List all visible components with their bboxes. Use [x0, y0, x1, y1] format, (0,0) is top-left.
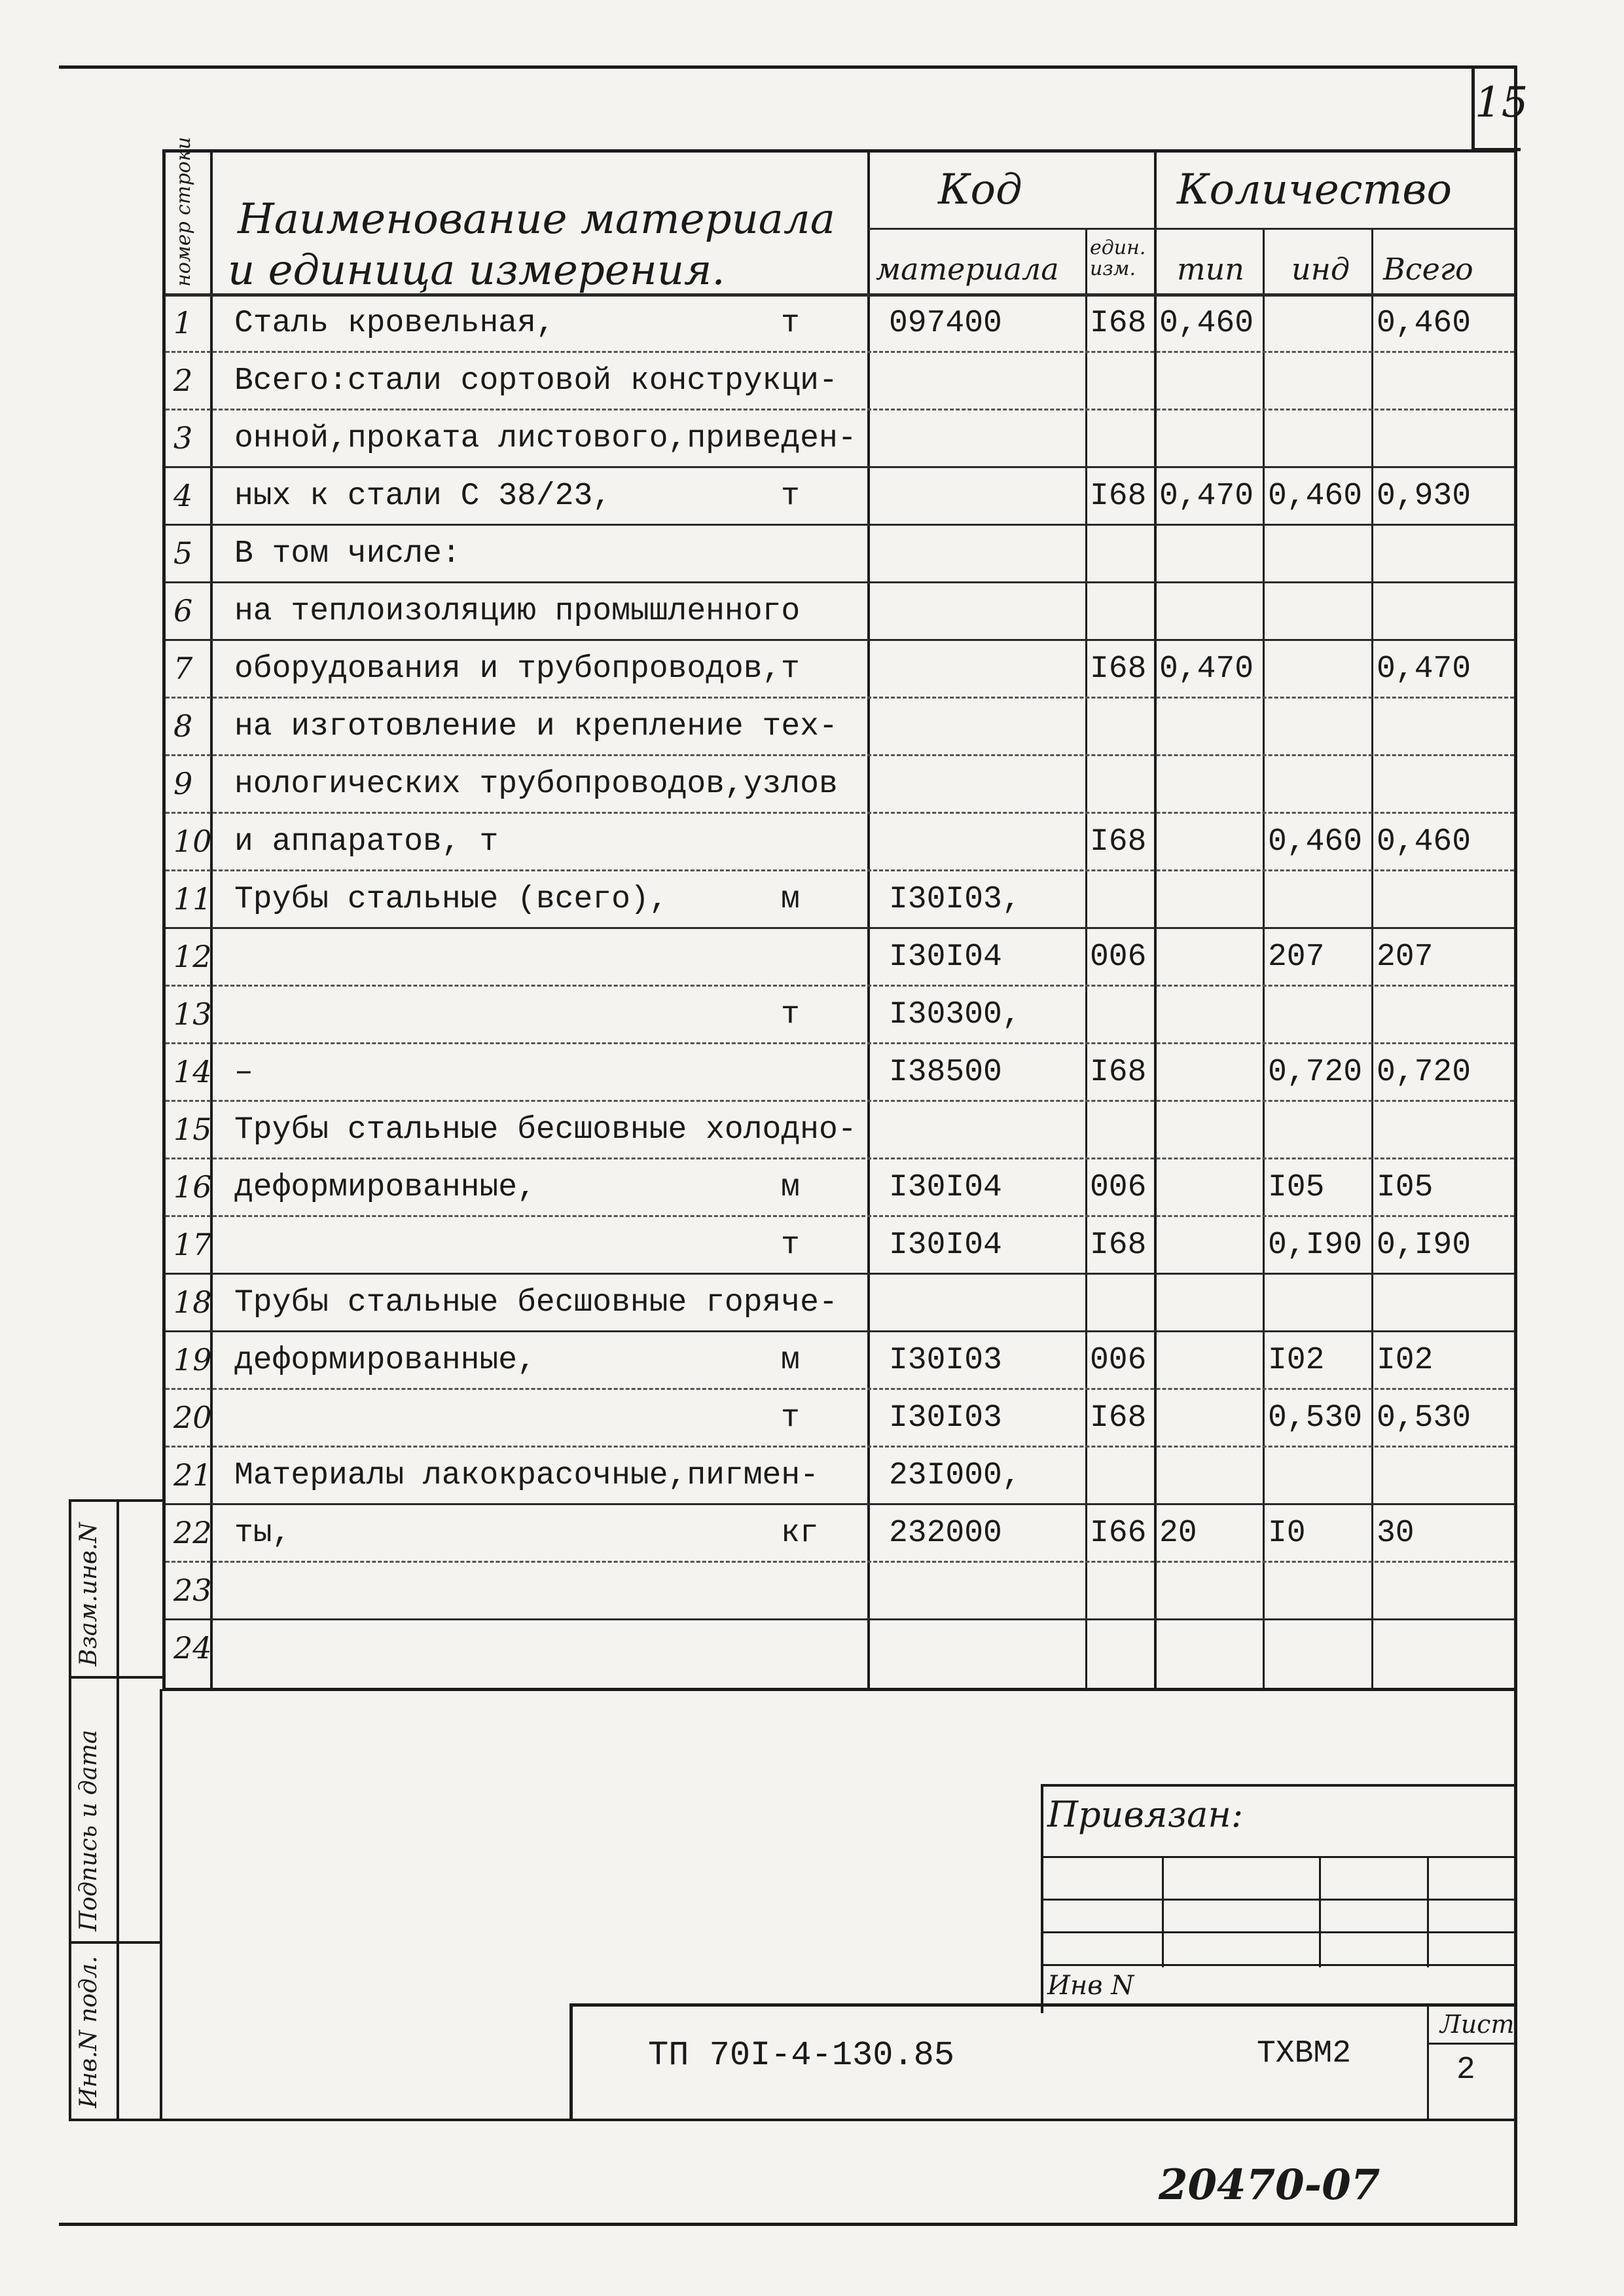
row-qty-total: 0,930	[1377, 479, 1471, 514]
row-separator	[166, 1561, 1514, 1563]
row-name: Всего:стали сортовой конструкци-	[234, 363, 838, 399]
row-number: 5	[173, 536, 193, 571]
row-qty-total: 207	[1377, 939, 1434, 975]
row-name: Трубы стальные бесшовные холодно-	[234, 1112, 857, 1148]
row-unit: т	[781, 651, 800, 687]
row-number: 8	[173, 708, 193, 744]
header-code-material: материала	[876, 251, 1059, 287]
row-separator	[166, 1215, 1514, 1217]
row-name: Материалы лакокрасочные,пигмен-	[234, 1458, 819, 1493]
row-number: 18	[173, 1285, 212, 1320]
side-strip-left	[69, 1499, 71, 2121]
row-qty-total: 0,720	[1377, 1055, 1471, 1090]
col-divider-name	[867, 153, 870, 1688]
row-qty-typ: 20	[1159, 1516, 1197, 1551]
row-name: деформированные,	[234, 1343, 536, 1378]
side-strip-top	[69, 1499, 162, 1502]
side-div-1	[69, 1676, 162, 1679]
row-name: ты,	[234, 1516, 291, 1551]
row-name: В том числе:	[234, 536, 461, 572]
row-number: 4	[173, 478, 193, 513]
row-separator	[166, 697, 1514, 699]
row-qty-total: 0,460	[1377, 824, 1471, 860]
row-unit: м	[781, 1170, 800, 1205]
row-separator	[166, 1446, 1514, 1448]
row-unit: т	[781, 1228, 800, 1263]
row-number: 13	[173, 996, 212, 1032]
row-name: на изготовление и крепление тех-	[234, 709, 838, 744]
side-label-inv-original: Инв.N подл.	[75, 1956, 102, 2108]
row-code: I30I03,	[889, 882, 1021, 917]
row-code: I38500	[889, 1055, 1002, 1090]
row-qty-ind: I0	[1268, 1516, 1306, 1551]
row-separator	[166, 1273, 1514, 1275]
row-unit-code: I68	[1090, 1055, 1147, 1090]
row-number: 2	[173, 363, 193, 398]
side-strip-inner	[117, 1499, 119, 2121]
row-separator	[166, 927, 1514, 929]
row-separator	[166, 1618, 1514, 1620]
stamp-linked-label: Привязан:	[1047, 1794, 1244, 1835]
row-separator	[166, 985, 1514, 987]
row-separator	[166, 812, 1514, 814]
sheet-number: 15	[1475, 79, 1528, 127]
row-separator	[166, 581, 1514, 583]
row-unit-code: I68	[1090, 1400, 1147, 1436]
row-name: Сталь кровельная,	[234, 306, 555, 341]
row-separator	[166, 409, 1514, 410]
row-qty-ind: I02	[1268, 1343, 1325, 1378]
row-name: Трубы стальные (всего),	[234, 882, 668, 917]
header-q-total: Всего	[1383, 251, 1473, 287]
row-number: 12	[173, 939, 212, 974]
row-unit-code: I66	[1090, 1516, 1147, 1551]
row-unit-code: 006	[1090, 1343, 1147, 1378]
row-unit-code: 006	[1090, 939, 1147, 975]
side-div-2	[69, 1941, 162, 1944]
row-qty-total: 0,460	[1377, 306, 1471, 341]
row-unit: т	[781, 306, 800, 341]
row-code: I30I04	[889, 1170, 1002, 1205]
header-name-line1: Наименование материала	[238, 195, 835, 244]
row-separator	[166, 869, 1514, 871]
row-unit-code: I68	[1090, 479, 1147, 514]
row-name: деформированные,	[234, 1170, 536, 1205]
row-name: и аппаратов, т	[234, 824, 499, 860]
row-number: 9	[173, 766, 193, 801]
stamp-sheet-label: Лист	[1440, 2010, 1515, 2039]
row-separator	[166, 1503, 1514, 1505]
header-quantity: Количество	[1177, 166, 1453, 214]
side-label-signature-date: Подпись и дата	[75, 1730, 102, 1931]
row-number: 21	[173, 1457, 212, 1493]
row-separator	[166, 1388, 1514, 1390]
col-divider-code	[1085, 229, 1087, 1688]
row-qty-ind: I05	[1268, 1170, 1325, 1205]
row-unit: т	[781, 997, 800, 1032]
archive-number: 20470-07	[1159, 2160, 1380, 2210]
row-qty-ind: 0,460	[1268, 479, 1363, 514]
row-unit: кг	[781, 1516, 819, 1551]
row-number: 19	[173, 1342, 212, 1377]
row-code: 232000	[889, 1516, 1002, 1551]
row-separator	[166, 639, 1514, 641]
sheet-number-box	[1471, 65, 1528, 151]
header-subline	[867, 228, 1514, 230]
header-name-line2: и единица измерения.	[228, 246, 725, 295]
row-number-header: номер строки	[172, 137, 195, 287]
row-unit: м	[781, 1343, 800, 1378]
row-name: ных к стали С 38/23,	[234, 479, 612, 514]
row-separator	[166, 524, 1514, 526]
row-separator	[166, 754, 1514, 756]
row-qty-total: 30	[1377, 1516, 1415, 1551]
row-number: 17	[173, 1227, 212, 1262]
stamp-set-code: ТХВМ2	[1257, 2036, 1352, 2071]
row-number: 20	[173, 1400, 212, 1435]
row-number: 3	[173, 420, 193, 456]
row-qty-total: 0,I90	[1377, 1228, 1471, 1263]
row-qty-total: 0,470	[1377, 651, 1471, 687]
header-q-typ: тип	[1177, 251, 1244, 287]
row-name: оборудования и трубопроводов,	[234, 651, 782, 687]
row-unit-code: 006	[1090, 1170, 1147, 1205]
side-strip-right	[160, 1689, 162, 2121]
row-number: 11	[173, 881, 212, 917]
row-number: 24	[173, 1630, 212, 1666]
row-qty-typ: 0,470	[1159, 651, 1254, 687]
row-unit-code: I68	[1090, 306, 1147, 341]
top-border	[59, 65, 1517, 69]
materials-table	[162, 137, 1517, 1691]
row-qty-ind: 207	[1268, 939, 1325, 975]
row-separator	[166, 351, 1514, 353]
row-number: 1	[173, 305, 193, 340]
row-unit: т	[781, 1400, 800, 1436]
row-qty-ind: 0,530	[1268, 1400, 1363, 1436]
row-qty-total: I02	[1377, 1343, 1434, 1378]
row-qty-total: I05	[1377, 1170, 1434, 1205]
header-q-ind: инд	[1291, 251, 1350, 287]
col-divider-typ	[1263, 229, 1265, 1688]
row-qty-ind: 0,720	[1268, 1055, 1363, 1090]
row-number: 14	[173, 1054, 212, 1089]
row-number: 10	[173, 824, 212, 859]
row-number: 7	[173, 651, 193, 686]
col-divider-ind	[1371, 229, 1373, 1688]
row-code: 23I000,	[889, 1458, 1021, 1493]
row-unit: м	[781, 882, 800, 917]
row-unit-code: I68	[1090, 651, 1147, 687]
row-unit-code: I68	[1090, 824, 1147, 860]
row-number: 6	[173, 593, 193, 629]
row-qty-typ: 0,470	[1159, 479, 1254, 514]
row-qty-typ: 0,460	[1159, 306, 1254, 341]
row-code: I30I04	[889, 1228, 1002, 1263]
row-number: 16	[173, 1169, 212, 1205]
row-qty-total: 0,530	[1377, 1400, 1471, 1436]
row-number: 22	[173, 1515, 212, 1550]
row-code: I30I04	[889, 939, 1002, 975]
row-qty-ind: 0,460	[1268, 824, 1363, 860]
row-separator	[166, 466, 1514, 468]
row-separator	[166, 1330, 1514, 1332]
row-separator	[166, 1157, 1514, 1159]
row-name: онной,проката листового,приведен-	[234, 421, 857, 456]
row-name: –	[234, 1055, 253, 1090]
row-code: I30I03	[889, 1343, 1002, 1378]
row-name: Трубы стальные бесшовные горяче-	[234, 1285, 838, 1321]
row-number: 15	[173, 1112, 212, 1147]
side-label-replace-inv: Взам.инв.N	[75, 1522, 102, 1666]
row-code: 097400	[889, 306, 1002, 341]
row-qty-ind: 0,I90	[1268, 1228, 1363, 1263]
bottom-border	[59, 2223, 1517, 2226]
header-code-unit: един. изм.	[1090, 236, 1146, 280]
col-divider-unit	[1154, 153, 1157, 1688]
row-separator	[166, 1042, 1514, 1044]
row-number: 23	[173, 1573, 212, 1608]
row-code: I30300,	[889, 997, 1021, 1032]
row-unit: т	[781, 479, 800, 514]
header-code: Код	[938, 166, 1022, 214]
row-separator	[166, 1100, 1514, 1102]
row-name: на теплоизоляцию промышленного	[234, 594, 801, 629]
stamp-sheet-value: 2	[1456, 2052, 1475, 2088]
row-name: нологических трубопроводов,узлов	[234, 767, 838, 802]
stamp-doc-code: ТП 70I-4-130.85	[648, 2036, 955, 2075]
row-unit-code: I68	[1090, 1228, 1147, 1263]
side-strip-bottom	[69, 2119, 1517, 2121]
stamp-inv-label: Инв N	[1047, 1971, 1134, 2001]
row-code: I30I03	[889, 1400, 1002, 1436]
